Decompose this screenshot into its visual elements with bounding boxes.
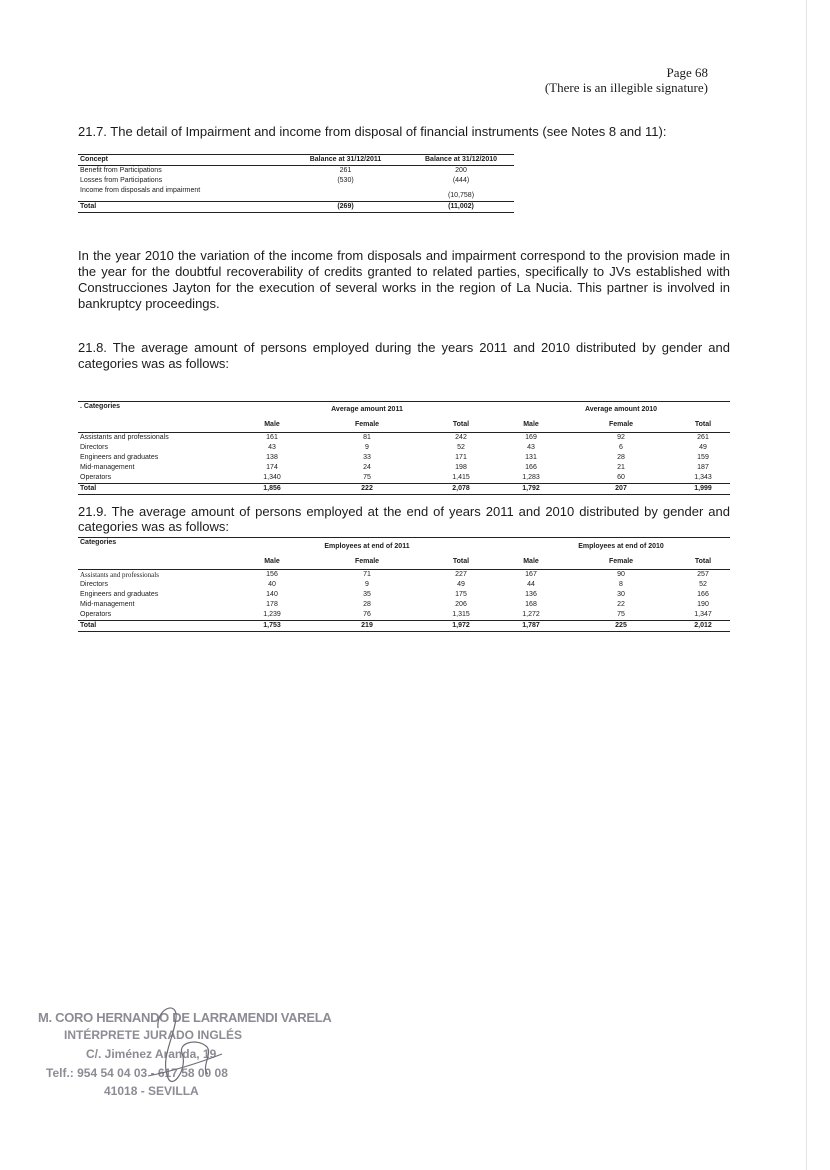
cell: 71	[363, 571, 371, 578]
group-header-row	[78, 402, 730, 419]
cell: 1,272	[496, 610, 566, 621]
cell	[283, 186, 408, 202]
col-male: Male	[496, 418, 566, 433]
total-label: Total	[78, 484, 236, 495]
group-header-row	[78, 538, 730, 556]
total-cell: 219	[308, 621, 426, 632]
cell: 136	[525, 591, 537, 598]
total-cell: 1,792	[496, 484, 566, 495]
cell: 140	[266, 591, 278, 598]
cell: 30	[617, 591, 625, 598]
section-21-7-paragraph: In the year 2010 the variation of the income from disposals and impairment correspond to the provision made in the year for the doubtful recoverability of credits granted to related parties, specifically to JVs established with Construcciones Jayton for the execution of several works in the region of La Nucia. This partner is involved in bankruptcy proceedings.	[78, 248, 730, 311]
cell: 49	[699, 444, 707, 451]
cell: 174	[266, 464, 278, 471]
cell: 187	[697, 464, 709, 471]
cell: 166	[525, 464, 537, 471]
col-female: Female	[566, 418, 676, 433]
cell: 131	[525, 454, 537, 461]
cell: 1,347	[676, 610, 730, 621]
cell: 43	[527, 444, 535, 451]
table-row	[78, 186, 514, 202]
cell: 1,283	[496, 473, 566, 484]
cell: 1,239	[236, 610, 308, 621]
total-label: Total	[78, 202, 283, 213]
row-label: Benefit from Participations	[80, 167, 162, 174]
total-cell: 1,999	[676, 484, 730, 495]
cell: 8	[619, 581, 623, 588]
table-row	[78, 166, 514, 177]
cell: 261	[339, 167, 352, 174]
total-cell: 1,787	[496, 621, 566, 632]
stamp-phone: Telf.: 954 54 04 03 - 617 58 00 08	[46, 1066, 228, 1080]
col-male: Male	[236, 418, 308, 433]
col-total: Total	[676, 555, 730, 570]
cell: 6	[619, 444, 623, 451]
table-row	[78, 570, 730, 581]
cell: 49	[457, 581, 465, 588]
cell: 21	[617, 464, 625, 471]
total-cell: 207	[566, 484, 676, 495]
cell: 81	[363, 434, 371, 441]
total-row	[78, 202, 514, 213]
row-label: Assistants and professionals	[80, 571, 159, 579]
cell: 261	[697, 434, 709, 441]
cell: 24	[363, 464, 371, 471]
table-row	[78, 610, 730, 621]
table-row	[78, 453, 730, 463]
total-cell: (11,002)	[408, 202, 514, 213]
table-row	[78, 473, 730, 484]
col-balance-2010: Balance at 31/12/2010	[408, 155, 514, 166]
row-label: Engineers and graduates	[80, 591, 159, 598]
total-cell: 222	[308, 484, 426, 495]
cell: 60	[566, 473, 676, 484]
group-2010: Average amount 2010	[566, 402, 676, 419]
cell: 52	[457, 444, 465, 451]
row-label: Assistants and professionals	[80, 434, 169, 441]
cell: 92	[617, 434, 625, 441]
cell: 52	[699, 581, 707, 588]
subheader-row	[78, 418, 730, 433]
row-label: Losses from Participations	[80, 177, 163, 184]
cell: 159	[697, 454, 709, 461]
cell: 169	[525, 434, 537, 441]
row-label: Mid-management	[80, 601, 135, 608]
stamp-title: INTÉRPRETE JURADO INGLÉS	[64, 1028, 243, 1042]
cell: 257	[697, 571, 709, 578]
cell: 166	[697, 591, 709, 598]
col-balance-2011: Balance at 31/12/2011	[283, 155, 408, 166]
col-total: Total	[426, 555, 496, 570]
total-label: Total	[78, 621, 236, 632]
cell: 28	[617, 454, 625, 461]
cell: 28	[363, 601, 371, 608]
total-row	[78, 484, 730, 495]
cell: 198	[455, 464, 467, 471]
cell: 206	[455, 601, 467, 608]
cell: 75	[308, 473, 426, 484]
row-label: Operators	[78, 610, 236, 621]
cell: 161	[266, 434, 278, 441]
row-label: Mid-management	[80, 464, 135, 471]
table-row	[78, 433, 730, 444]
cell: 22	[617, 601, 625, 608]
cell: 1,340	[236, 473, 308, 484]
cell: 200	[455, 167, 467, 174]
total-cell: 1,856	[236, 484, 308, 495]
col-male: Male	[236, 555, 308, 570]
total-cell: (269)	[283, 202, 408, 213]
col-male: Male	[496, 555, 566, 570]
cell: 168	[525, 601, 537, 608]
cell: 167	[525, 571, 537, 578]
row-label: Directors	[80, 581, 109, 588]
average-employees-table	[78, 401, 730, 495]
cell: (530)	[337, 177, 354, 184]
table-row	[78, 580, 730, 590]
table-row	[78, 600, 730, 610]
translator-stamp	[38, 1010, 332, 1120]
cell: 178	[266, 601, 278, 608]
total-cell: 225	[566, 621, 676, 632]
end-of-year-employees-table	[78, 537, 730, 632]
cell: 75	[566, 610, 676, 621]
cell: 76	[308, 610, 426, 621]
section-21-9-heading: 21.9. The average amount of persons employed at the end of years 2011 and 2010 distributed by gender and categories was as follows:	[78, 504, 730, 534]
cell: 40	[268, 581, 276, 588]
col-female: Female	[308, 418, 426, 433]
cell: 9	[365, 581, 369, 588]
scan-margin-line	[806, 0, 807, 1170]
page-number: Page 68	[666, 65, 708, 80]
table-row	[78, 590, 730, 600]
section-21-7-heading: 21.7. The detail of Impairment and income from disposal of financial instruments (see Notes 8 and 11):	[78, 124, 667, 139]
col-female: Female	[308, 555, 426, 570]
subheader-row	[78, 555, 730, 570]
cell: 1,343	[676, 473, 730, 484]
cell: (444)	[452, 177, 470, 184]
categories-label: . Categories	[78, 402, 236, 419]
table-row	[78, 463, 730, 473]
cell: 156	[266, 571, 278, 578]
row-label: Engineers and graduates	[80, 454, 159, 461]
cell: 190	[697, 601, 709, 608]
table-row	[78, 176, 514, 186]
group-2010: Employees at end of 2010	[566, 538, 676, 556]
signature-note: (There is an illegible signature)	[544, 80, 708, 95]
table-row	[78, 443, 730, 453]
total-cell: 1,753	[236, 621, 308, 632]
categories-label: Categories	[78, 538, 236, 556]
cell: 35	[363, 591, 371, 598]
cell: 171	[455, 454, 467, 461]
cell: 175	[455, 591, 467, 598]
row-label: Income from disposals and impairment	[78, 186, 283, 202]
stamp-address: C/. Jiménez Aranda, 19	[86, 1047, 217, 1061]
cell: 1,415	[426, 473, 496, 484]
signature-mark	[118, 998, 238, 1098]
cell: 43	[268, 444, 276, 451]
cell: 227	[455, 571, 467, 578]
cell: 90	[617, 571, 625, 578]
cell: 9	[365, 444, 369, 451]
stamp-city: 41018 - SEVILLA	[104, 1084, 199, 1098]
total-cell: 2,012	[676, 621, 730, 632]
col-female: Female	[566, 555, 676, 570]
impairment-table-header	[78, 155, 514, 166]
cell: 1,315	[426, 610, 496, 621]
impairment-table	[78, 154, 514, 213]
col-total: Total	[676, 418, 730, 433]
cell: 33	[363, 454, 371, 461]
cell: 242	[455, 434, 467, 441]
group-2011: Employees at end of 2011	[308, 538, 426, 556]
cell: (10,758)	[408, 186, 514, 202]
total-row	[78, 621, 730, 632]
section-21-8-heading: 21.8. The average amount of persons employed during the years 2011 and 2010 distributed by gender and categories was as follows:	[78, 340, 730, 371]
col-total: Total	[426, 418, 496, 433]
total-cell: 1,972	[426, 621, 496, 632]
row-label: Directors	[80, 444, 109, 451]
col-concept: Concept	[78, 155, 283, 166]
total-cell: 2,078	[426, 484, 496, 495]
page-header	[545, 65, 708, 95]
cell: 44	[527, 581, 535, 588]
row-label: Operators	[78, 473, 236, 484]
stamp-name: M. CORO HERNANDO DE LARRAMENDI VARELA	[38, 1010, 332, 1025]
group-2011: Average amount 2011	[308, 402, 426, 419]
cell: 138	[266, 454, 278, 461]
